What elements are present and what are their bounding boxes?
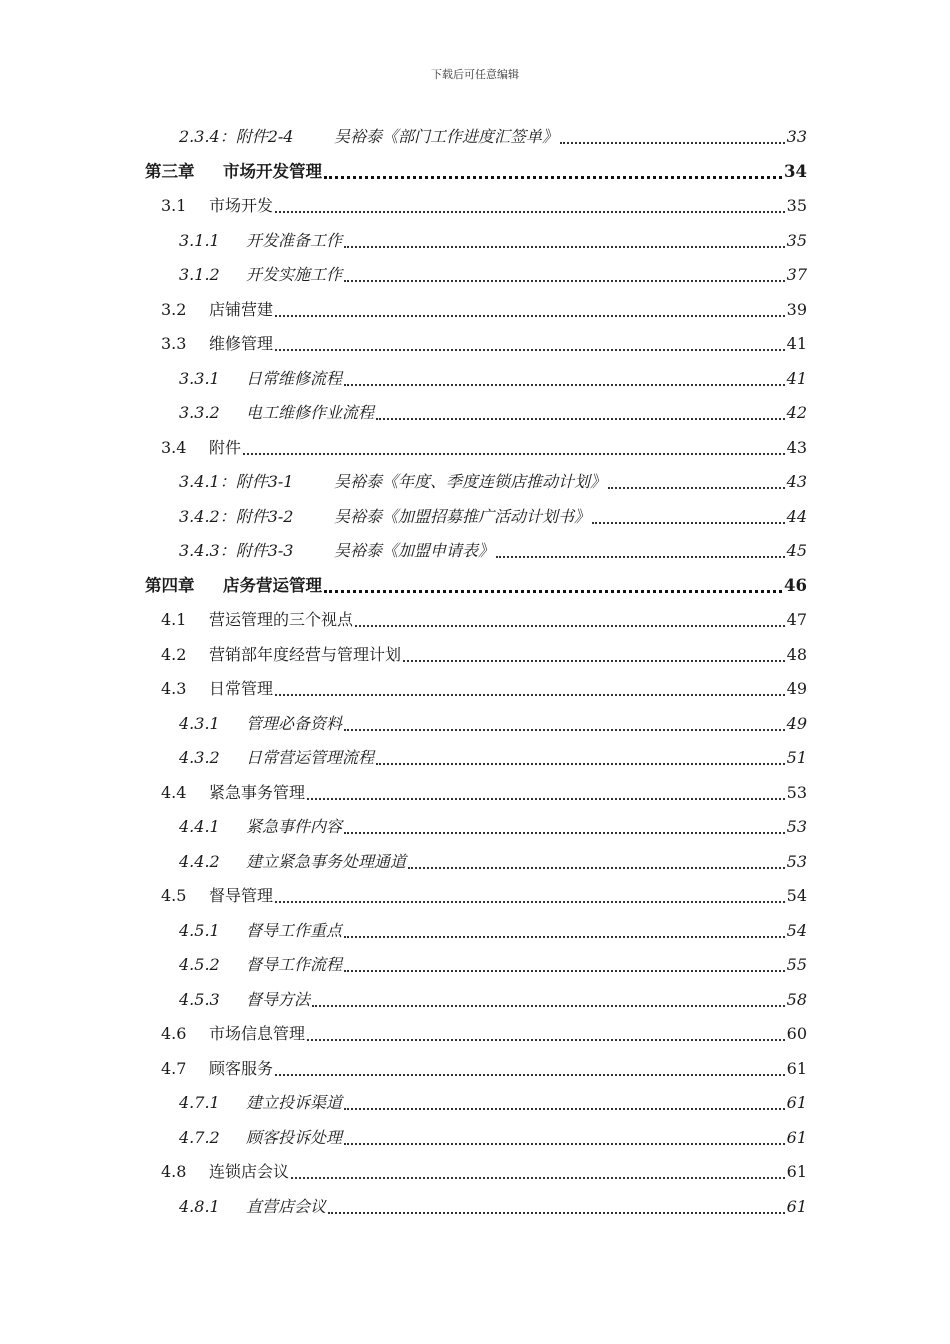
header-note: 下载后可任意编辑 [431, 68, 519, 81]
toc-entry-title: 日常管理 [209, 679, 274, 698]
toc-entry[interactable] [145, 1155, 807, 1190]
toc-entry-number: 3.3.1 [179, 368, 220, 388]
toc-entry-number: 4.4.1 [179, 817, 220, 836]
toc-leader-dots [344, 246, 785, 248]
toc-entry-number: 4.1 [161, 610, 187, 629]
toc-entry-page: 61 [786, 1058, 807, 1078]
toc-leader-dots [376, 763, 785, 765]
toc-entry[interactable] [145, 293, 807, 328]
toc-leader-dots [408, 867, 785, 869]
toc-entry-title: 附件 [209, 437, 242, 457]
toc-leader-dots [592, 522, 785, 524]
toc-entry-title: 吴裕泰《部门工作进度汇签单》 [334, 127, 559, 146]
toc-entry-title: 连锁店会议 [209, 1162, 290, 1181]
toc-entry-title: 日常维修流程 [246, 368, 343, 388]
toc-leader-dots [328, 1212, 785, 1214]
toc-leader-dots [344, 280, 785, 282]
toc-entry-number: 3.2 [161, 299, 187, 319]
toc-leader-dots [344, 936, 785, 938]
toc-entry-page: 35 [786, 230, 807, 250]
toc-entry[interactable] [145, 258, 807, 293]
toc-entry[interactable] [145, 983, 807, 1018]
toc-entry-title: 建立紧急事务处理通道 [246, 851, 407, 871]
toc-entry-title: 建立投诉渠道 [246, 1093, 343, 1112]
toc-leader-dots [307, 1039, 785, 1041]
toc-entry-title: 管理必备资料 [246, 713, 343, 733]
toc-entry-page: 48 [786, 644, 807, 664]
toc-entry-number: 第四章 [145, 575, 195, 595]
table-of-contents [145, 120, 807, 1224]
toc-entry[interactable] [145, 914, 807, 949]
toc-entry-page: 41 [786, 334, 807, 353]
toc-entry-number: 4.4.2 [179, 851, 220, 871]
toc-leader-dots [275, 901, 785, 903]
toc-entry[interactable] [145, 948, 807, 983]
toc-entry[interactable] [145, 155, 807, 190]
toc-entry-page: 51 [786, 748, 807, 767]
toc-leader-dots [275, 694, 785, 696]
toc-entry-number: 3.1 [161, 196, 187, 215]
toc-entry-page: 43 [786, 437, 807, 457]
toc-entry[interactable] [145, 603, 807, 638]
toc-entry-number: 3.1.1 [179, 230, 220, 250]
toc-entry-page: 44 [786, 506, 807, 526]
toc-entry-number: 3.4.2：附件3-2 [179, 506, 294, 526]
toc-entry-title: 市场开发 [209, 196, 274, 215]
toc-entry-title: 督导工作重点 [246, 920, 343, 940]
toc-leader-dots [307, 798, 785, 800]
toc-leader-dots [275, 349, 785, 351]
toc-entry-number: 3.3.2 [179, 403, 220, 422]
toc-entry-number: 4.7 [161, 1058, 187, 1078]
toc-entry-page: 46 [784, 575, 807, 595]
toc-leader-dots [243, 453, 785, 455]
toc-entry-page: 61 [786, 1093, 807, 1112]
toc-leader-dots [344, 384, 785, 386]
toc-leader-dots [344, 1108, 785, 1110]
toc-entry-page: 49 [786, 679, 807, 698]
toc-entry-title: 电工维修作业流程 [246, 403, 375, 422]
toc-entry-title: 顾客投诉处理 [246, 1127, 343, 1147]
toc-entry-page: 58 [786, 989, 807, 1009]
toc-entry-number: 4.3 [161, 679, 187, 698]
toc-entry-number: 2.3.4：附件2-4 [179, 127, 294, 146]
toc-entry-number: 4.6 [161, 1024, 187, 1043]
toc-entry[interactable] [145, 396, 807, 431]
toc-leader-dots [560, 142, 785, 144]
toc-leader-dots [403, 660, 785, 662]
toc-leader-dots [344, 729, 785, 731]
toc-entry-page: 53 [786, 817, 807, 836]
toc-entry-number: 4.2 [161, 644, 187, 664]
toc-entry-title: 维修管理 [209, 334, 274, 353]
toc-entry-page: 61 [786, 1196, 807, 1216]
toc-leader-dots [324, 176, 782, 179]
toc-entry-number: 4.3.2 [179, 748, 220, 767]
toc-entry-title: 营销部年度经营与管理计划 [209, 644, 402, 664]
toc-entry[interactable] [145, 776, 807, 811]
toc-entry-number: 4.8 [161, 1162, 187, 1181]
toc-entry-page: 47 [786, 610, 807, 629]
toc-entry-number: 4.7.2 [179, 1127, 220, 1147]
toc-entry[interactable] [145, 638, 807, 673]
toc-entry[interactable] [145, 672, 807, 707]
toc-entry-page: 54 [786, 886, 807, 905]
toc-entry-title: 吴裕泰《年度、季度连锁店推动计划》 [334, 472, 607, 491]
toc-entry-page: 60 [786, 1024, 807, 1043]
toc-entry-number: 4.8.1 [179, 1196, 220, 1216]
toc-entry-number: 4.7.1 [179, 1093, 220, 1112]
toc-entry[interactable] [145, 810, 807, 845]
toc-leader-dots [275, 211, 785, 213]
toc-entry[interactable] [145, 707, 807, 742]
toc-entry-title: 督导工作流程 [246, 955, 343, 974]
toc-leader-dots [275, 315, 785, 317]
toc-entry-page: 45 [786, 541, 807, 560]
toc-entry-title: 顾客服务 [209, 1058, 274, 1078]
toc-entry[interactable] [145, 189, 807, 224]
toc-entry-title: 营运管理的三个视点 [209, 610, 354, 629]
toc-entry-number: 3.1.2 [179, 265, 220, 284]
toc-entry-title: 督导方法 [246, 989, 311, 1009]
toc-entry-page: 54 [786, 920, 807, 940]
toc-entry-title: 店务营运管理 [223, 575, 322, 595]
toc-entry-number: 4.5.1 [179, 920, 220, 940]
toc-entry[interactable] [145, 224, 807, 259]
toc-entry-page: 53 [786, 851, 807, 871]
toc-entry-page: 49 [786, 713, 807, 733]
toc-leader-dots [376, 418, 785, 420]
toc-entry-page: 53 [786, 782, 807, 802]
toc-entry-title: 市场开发管理 [223, 161, 322, 181]
toc-entry-page: 41 [786, 368, 807, 388]
toc-entry[interactable] [145, 465, 807, 500]
toc-entry[interactable] [145, 327, 807, 362]
toc-entry-number: 4.3.1 [179, 713, 220, 733]
toc-entry-page: 61 [786, 1127, 807, 1147]
toc-leader-dots [496, 556, 785, 558]
toc-entry-title: 市场信息管理 [209, 1024, 306, 1043]
toc-entry-number: 4.5.2 [179, 955, 220, 974]
toc-entry-title: 吴裕泰《加盟申请表》 [334, 541, 495, 560]
toc-leader-dots [324, 590, 782, 593]
toc-entry[interactable] [145, 1121, 807, 1156]
toc-entry-number: 4.5.3 [179, 989, 220, 1009]
toc-entry-title: 督导管理 [209, 886, 274, 905]
toc-entry-number: 第三章 [145, 161, 195, 181]
toc-leader-dots [291, 1177, 785, 1179]
toc-entry-title: 开发准备工作 [246, 230, 343, 250]
toc-entry-page: 37 [786, 265, 807, 284]
toc-entry-page: 35 [786, 196, 807, 215]
toc-entry[interactable] [145, 741, 807, 776]
toc-entry-number: 3.4.3：附件3-3 [179, 541, 294, 560]
toc-entry-title: 紧急事件内容 [246, 817, 343, 836]
toc-entry-page: 43 [786, 472, 807, 491]
toc-entry-title: 吴裕泰《加盟招募推广活动计划书》 [334, 506, 591, 526]
toc-entry-title: 开发实施工作 [246, 265, 343, 284]
toc-entry-number: 3.4 [161, 437, 187, 457]
toc-entry-number: 4.4 [161, 782, 187, 802]
toc-entry-page: 42 [786, 403, 807, 422]
toc-entry-title: 直营店会议 [246, 1196, 327, 1216]
toc-entry[interactable] [145, 1017, 807, 1052]
toc-leader-dots [275, 1074, 785, 1076]
toc-entry[interactable] [145, 534, 807, 569]
toc-leader-dots [344, 832, 785, 834]
toc-entry[interactable] [145, 431, 807, 466]
toc-leader-dots [608, 487, 785, 489]
toc-entry-page: 33 [786, 127, 807, 146]
toc-entry-number: 3.3 [161, 334, 187, 353]
toc-entry-title: 店铺营建 [209, 299, 274, 319]
toc-entry-number: 4.5 [161, 886, 187, 905]
toc-entry[interactable] [145, 1086, 807, 1121]
toc-entry[interactable] [145, 879, 807, 914]
toc-leader-dots [355, 625, 785, 627]
toc-entry-number: 3.4.1：附件3-1 [179, 472, 294, 491]
toc-entry[interactable] [145, 120, 807, 155]
toc-entry-page: 55 [786, 955, 807, 974]
toc-entry-title: 紧急事务管理 [209, 782, 306, 802]
toc-entry[interactable] [145, 569, 807, 604]
toc-entry-title: 日常营运管理流程 [246, 748, 375, 767]
toc-entry[interactable] [145, 1052, 807, 1087]
toc-entry-page: 34 [784, 161, 807, 181]
toc-leader-dots [312, 1005, 785, 1007]
toc-leader-dots [344, 970, 785, 972]
toc-entry[interactable] [145, 1190, 807, 1225]
toc-entry[interactable] [145, 362, 807, 397]
toc-entry[interactable] [145, 845, 807, 880]
toc-entry-page: 39 [786, 299, 807, 319]
toc-entry[interactable] [145, 500, 807, 535]
toc-entry-page: 61 [786, 1162, 807, 1181]
toc-leader-dots [344, 1143, 785, 1145]
